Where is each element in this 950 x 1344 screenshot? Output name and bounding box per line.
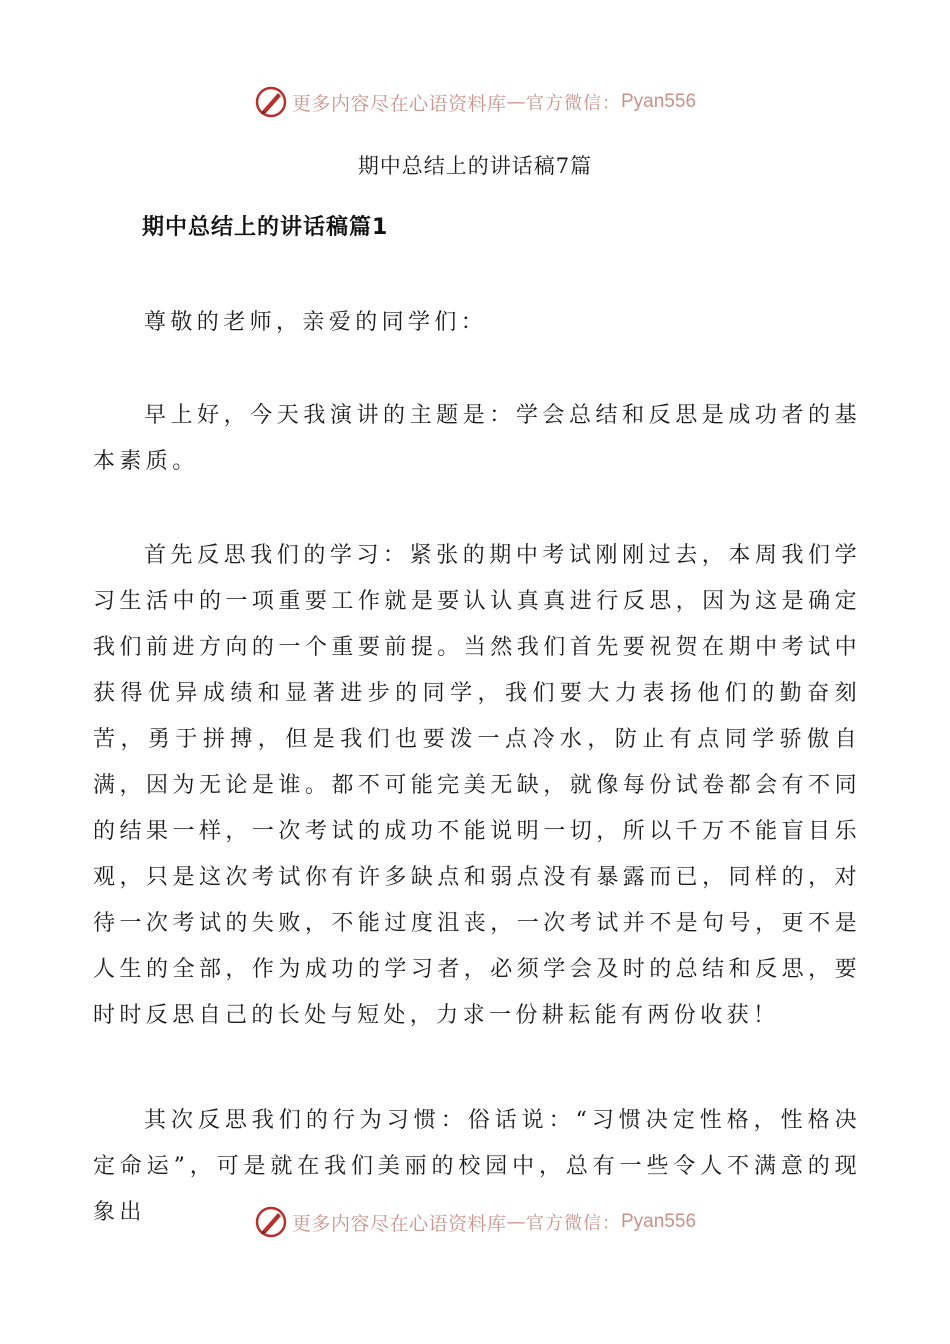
footer-banner [0, 1202, 950, 1242]
paragraph-greeting: 尊敬的老师，亲爱的同学们： [144, 310, 488, 335]
banner-brand-text: 更多内容尽在心语资料库 [291, 92, 507, 115]
section-heading: 期中总结上的讲话稿篇1 [142, 215, 389, 240]
pen-circle-logo-icon [254, 1205, 288, 1239]
paragraph-study-reflection: 首先反思我们的学习：紧张的期中考试刚刚过去，本周我们学习生活中的一项重要工作就是要认认真真进行反思，因为这是确定我们前进方向的一个重要前提。当然我们首先要祝贺在期中考试中获得优异成绩和显著进步的同学，我们要大力表扬他们的勤奋刻苦，勇于拼搏，但是我们也要泼一点冷水，防止有点同学骄傲自满，因为无论是谁。都不可能完美无缺，就像每份试卷都会有不同的结果一样，一次考试的成功不能说明一切，所以千万不能盲目乐观，只是这次考试你有许多缺点和弱点没有暴露而已，同样的，对待一次考试的失败，不能过度沮丧，一次考试并不是句号，更不是人生的全部，作为成功的学习者，必须学会及时的总结和反思，要时时反思自己的长处与短处，力求一份耕耘能有两份收获！ [93, 543, 861, 1028]
paragraph-habit-reflection: 其次反思我们的行为习惯：俗话说：“习惯决定性格，性格决定命运”，可是就在我们美丽的校园中，总有一些令人不满意的现象出 [93, 1108, 861, 1225]
banner-wechat-id: Pyan556 [621, 91, 697, 112]
pen-circle-logo-icon [254, 85, 288, 119]
banner-dash: — [506, 91, 526, 113]
banner-official-label: 官方微信： [526, 93, 621, 114]
banner-wechat-id: Pyan556 [621, 1211, 697, 1232]
document-title: 期中总结上的讲话稿7篇 [357, 154, 593, 178]
banner-brand-text: 更多内容尽在心语资料库 [291, 1212, 507, 1235]
banner-dash: — [506, 1211, 526, 1233]
banner-official-label: 官方微信： [526, 1213, 621, 1234]
header-banner [0, 82, 950, 122]
paragraph-intro: 早上好，今天我演讲的主题是：学会总结和反思是成功者的基本素质。 [93, 403, 861, 474]
